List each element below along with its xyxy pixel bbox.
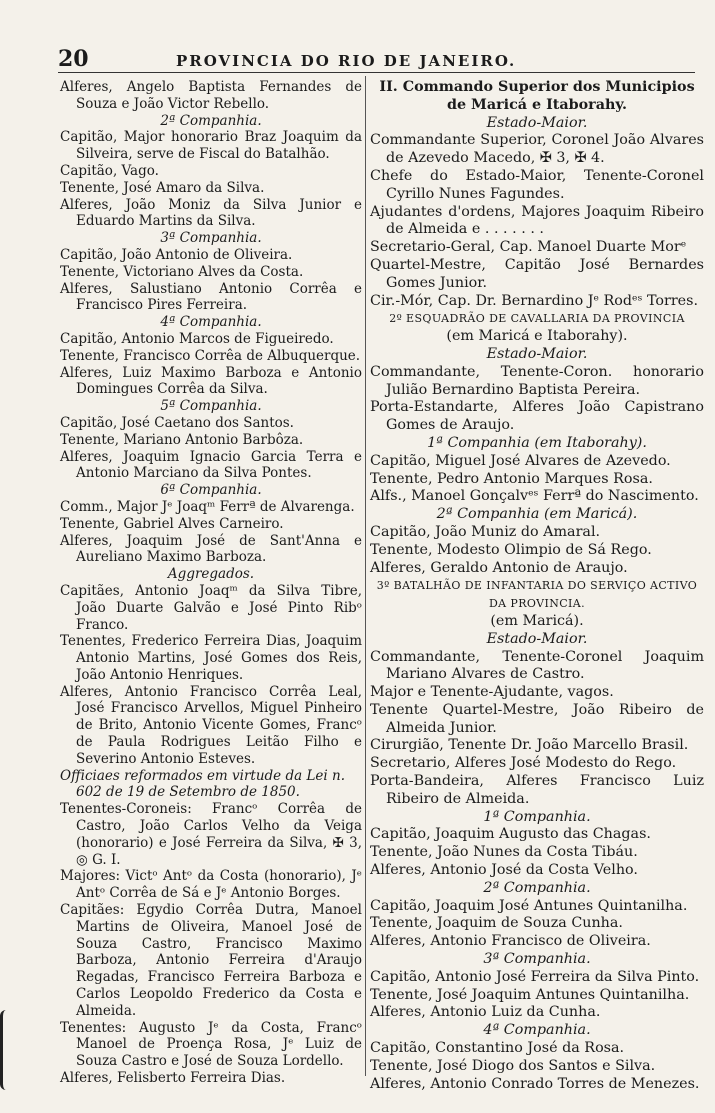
- section-heading: Estado-Maior.: [486, 114, 588, 131]
- section-heading: 5ª Companhia.: [160, 398, 262, 415]
- roster-entry: Porta-Bandeira, Alferes Francisco Luiz Ribeiro de Almeida.: [370, 773, 704, 807]
- roster-entry: Capitães, Antonio Joaqᵐ da Silva Tibre, João Duarte Galvão e José Pinto Ribᵒ Franco.: [60, 582, 362, 633]
- roster-entry: Capitão, Antonio José Ferreira da Silva Pinto.: [370, 968, 700, 985]
- section-heading: 3ª Companhia.: [160, 230, 262, 247]
- roster-entry: Tenente, Pedro Antonio Marques Rosa.: [370, 470, 653, 487]
- roster-entry: Tenente, Mariano Antonio Barbôza.: [60, 431, 304, 448]
- roster-entry: Capitães: Egydio Corrêa Dutra, Manoel Martins de Oliveira, Manoel José de Souza Castro, Francisco Maximo Barboza, Antonio Ferreira d'Araujo Regadas, Francisco Ferreira Barboza e Carlos Leopoldo Frederico da Costa e Almeida.: [60, 902, 362, 1019]
- roster-entry: Alferes, Felisberto Ferreira Dias.: [60, 1070, 286, 1087]
- roster-entry: Tenente, José Amaro da Silva.: [60, 179, 265, 196]
- roster-entry: Alferes, Luiz Maximo Barboza e Antonio Domingues Corrêa da Silva.: [60, 364, 362, 398]
- roster-entry: Quartel-Mestre, Capitão José Bernardes Gomes Junior.: [370, 256, 704, 291]
- roster-entry: Tenente, José Diogo dos Santos e Silva.: [370, 1057, 656, 1074]
- roster-entry: Alferes, Angelo Baptista Fernandes de Souza e João Victor Rebello.: [60, 79, 362, 112]
- roster-entry: Cirurgião, Tenente Dr. João Marcello Brasil.: [370, 737, 689, 754]
- roster-entry: Commandante, Tenente-Coron. honorario Julião Bernardino Baptista Pereira.: [370, 363, 704, 398]
- roster-entry: Capitão, Major honorario Braz Joaquim da Silveira, serve de Fiscal do Batalhão.: [60, 129, 362, 163]
- roster-entry: Tenente, Joaquim de Souza Cunha.: [370, 915, 623, 932]
- roster-entry: Alferes, Salustiano Antonio Corrêa e Francisco Pires Ferreira.: [60, 280, 362, 314]
- section-heading: 3º BATALHÃO DE INFANTARIA DO SERVIÇO ACTIVO DA PROVINCIA.: [376, 579, 698, 611]
- roster-entry: Tenente, Modesto Olimpio de Sá Rego.: [370, 541, 652, 558]
- section-heading: 2ª Companhia.: [483, 879, 591, 896]
- roster-entry: Alferes, João Moniz da Silva Junior e Eduardo Martins da Silva.: [60, 196, 362, 230]
- roster-entry: Tenente, João Nunes da Costa Tibáu.: [370, 844, 638, 861]
- roster-entry: Comm., Major Jᵉ Joaqᵐ Ferrª de Alvarenga.: [60, 498, 355, 515]
- roster-entry: Capitão, João Antonio de Oliveira.: [60, 246, 293, 263]
- section-heading: Estado-Maior.: [486, 630, 588, 647]
- roster-entry: Tenente, Victoriano Alves da Costa.: [60, 263, 304, 280]
- section-heading: 6ª Companhia.: [160, 482, 262, 499]
- roster-entry: Alferes, Antonio Luiz da Cunha.: [370, 1004, 601, 1021]
- roster-entry: Alferes, Antonio José da Costa Velho.: [370, 862, 638, 879]
- roster-entry: Alferes, Antonio Francisco de Oliveira.: [370, 933, 651, 950]
- roster-entry: Tenente, Francisco Corrêa de Albuquerque.: [60, 347, 361, 364]
- roster-entry: Capitão, Miguel José Alvares de Azevedo.: [370, 452, 671, 469]
- section-heading: 4ª Companhia.: [160, 314, 262, 331]
- page-number: 20: [58, 46, 89, 72]
- roster-entry: Secretario-Geral, Cap. Manoel Duarte Morᵉ: [370, 239, 687, 256]
- running-title: PROVINCIA DO RIO DE JANEIRO.: [176, 52, 517, 70]
- roster-entry: Major e Tenente-Ajudante, vagos.: [370, 684, 614, 701]
- section-heading: Aggregados.: [167, 566, 255, 583]
- roster-entry: Majores: Victᵒ Antᵒ da Costa (honorario), Jᵉ Antᵒ Corrêa de Sá e Jᵉ Antonio Borges.: [60, 868, 362, 902]
- roster-entry: Porta-Estandarte, Alferes João Capistrano Gomes de Araujo.: [370, 399, 704, 434]
- section-heading: 2º ESQUADRÃO DE CAVALLARIA DA PROVINCIA: [389, 312, 685, 326]
- right-column: [370, 79, 704, 1093]
- section-heading: (em Maricá).: [490, 612, 584, 629]
- roster-entry: Tenentes: Augusto Jᵉ da Costa, Francᵒ Manoel de Proença Rosa, Jᵉ Luiz de Souza Castro e José de Souza Lordello.: [60, 1019, 362, 1070]
- roster-entry: Alferes, Joaquim José de Sant'Anna e Aureliano Maximo Barboza.: [60, 532, 362, 566]
- roster-entry: Capitão, Joaquim Augusto das Chagas.: [370, 826, 651, 843]
- left-column: [60, 79, 362, 1087]
- roster-entry: Alferes, Antonio Conrado Torres de Menezes.: [370, 1075, 700, 1092]
- roster-entry: Commandante, Tenente-Coronel Joaquim Mariano Alvares de Castro.: [370, 648, 704, 683]
- roster-entry: Alferes, Geraldo Antonio de Araujo.: [370, 559, 628, 576]
- roster-entry: Capitão, José Caetano dos Santos.: [60, 414, 294, 431]
- section-heading: 1ª Companhia (em Itaborahy).: [427, 434, 647, 451]
- roster-entry: Alferes, Joaquim Ignacio Garcia Terra e Antonio Marciano da Silva Pontes.: [60, 448, 362, 482]
- section-heading: 4ª Companhia.: [483, 1022, 591, 1039]
- roster-entry: Capitão, Constantino José da Rosa.: [370, 1040, 625, 1057]
- roster-entry: Alferes, Antonio Francisco Corrêa Leal, José Francisco Arvellos, Miguel Pinheiro de Brito, Antonio Vicente Gomes, Francᵒ de Paula Rodrigues Leitão Filho e Severino Antonio Esteves.: [60, 683, 362, 767]
- section-heading: (em Maricá e Itaborahy).: [446, 328, 628, 345]
- roster-entry: Tenente Quartel-Mestre, João Ribeiro de Almeida Junior.: [370, 701, 704, 736]
- roster-entry: Capitão, João Muniz do Amaral.: [370, 523, 601, 540]
- roster-entry: Chefe do Estado-Maior, Tenente-Coronel Cyrillo Nunes Fagundes.: [370, 167, 704, 202]
- page-header: [58, 46, 695, 73]
- roster-entry: Capitão, Vago.: [60, 162, 159, 179]
- roster-entry: Tenente, José Joaquim Antunes Quintanilha.: [370, 986, 690, 1003]
- roster-entry: Capitão, Joaquim José Antunes Quintanilha.: [370, 897, 688, 914]
- roster-entry: Commandante Superior, Coronel João Alvares de Azevedo Macedo, ✠ 3, ✠ 4.: [370, 132, 704, 167]
- section-heading: 1ª Companhia.: [483, 808, 591, 825]
- section-heading: 2ª Companhia.: [160, 112, 262, 129]
- column-divider: [365, 76, 366, 1076]
- section-heading: II. Commando Superior dos Municipios de Maricá e Itaborahy.: [379, 79, 695, 113]
- roster-entry: Secretario, Alferes José Modesto do Rego.: [370, 755, 677, 772]
- section-heading: 2ª Companhia (em Maricá).: [436, 506, 638, 523]
- binding-edge: [0, 1010, 17, 1090]
- section-heading: Estado-Maior.: [486, 345, 588, 362]
- roster-entry: Alfs., Manoel Gonçalvᵉˢ Ferrª do Nascimento.: [370, 488, 699, 505]
- section-heading: 3ª Companhia.: [483, 951, 591, 968]
- roster-entry: Officiaes reformados em virtude da Lei n. 602 de 19 de Setembro de 1850.: [60, 767, 345, 801]
- roster-entry: Cir.-Mór, Cap. Dr. Bernardino Jᵉ Rodᵉˢ Torres.: [370, 292, 698, 309]
- roster-entry: Ajudantes d'ordens, Majores Joaquim Ribeiro de Almeida e . . . . . . .: [370, 203, 704, 238]
- roster-entry: Tenentes, Frederico Ferreira Dias, Joaquim Antonio Martins, José Gomes dos Reis, João Antonio Henriques.: [60, 633, 362, 683]
- roster-entry: Tenentes-Coroneis: Francᵒ Corrêa de Castro, João Carlos Velho da Veiga (honorario) e José Ferreira da Silva, ✠ 3, ◎ G. I.: [60, 801, 362, 868]
- roster-entry: Capitão, Antonio Marcos de Figueiredo.: [60, 330, 334, 347]
- roster-entry: Tenente, Gabriel Alves Carneiro.: [60, 515, 284, 532]
